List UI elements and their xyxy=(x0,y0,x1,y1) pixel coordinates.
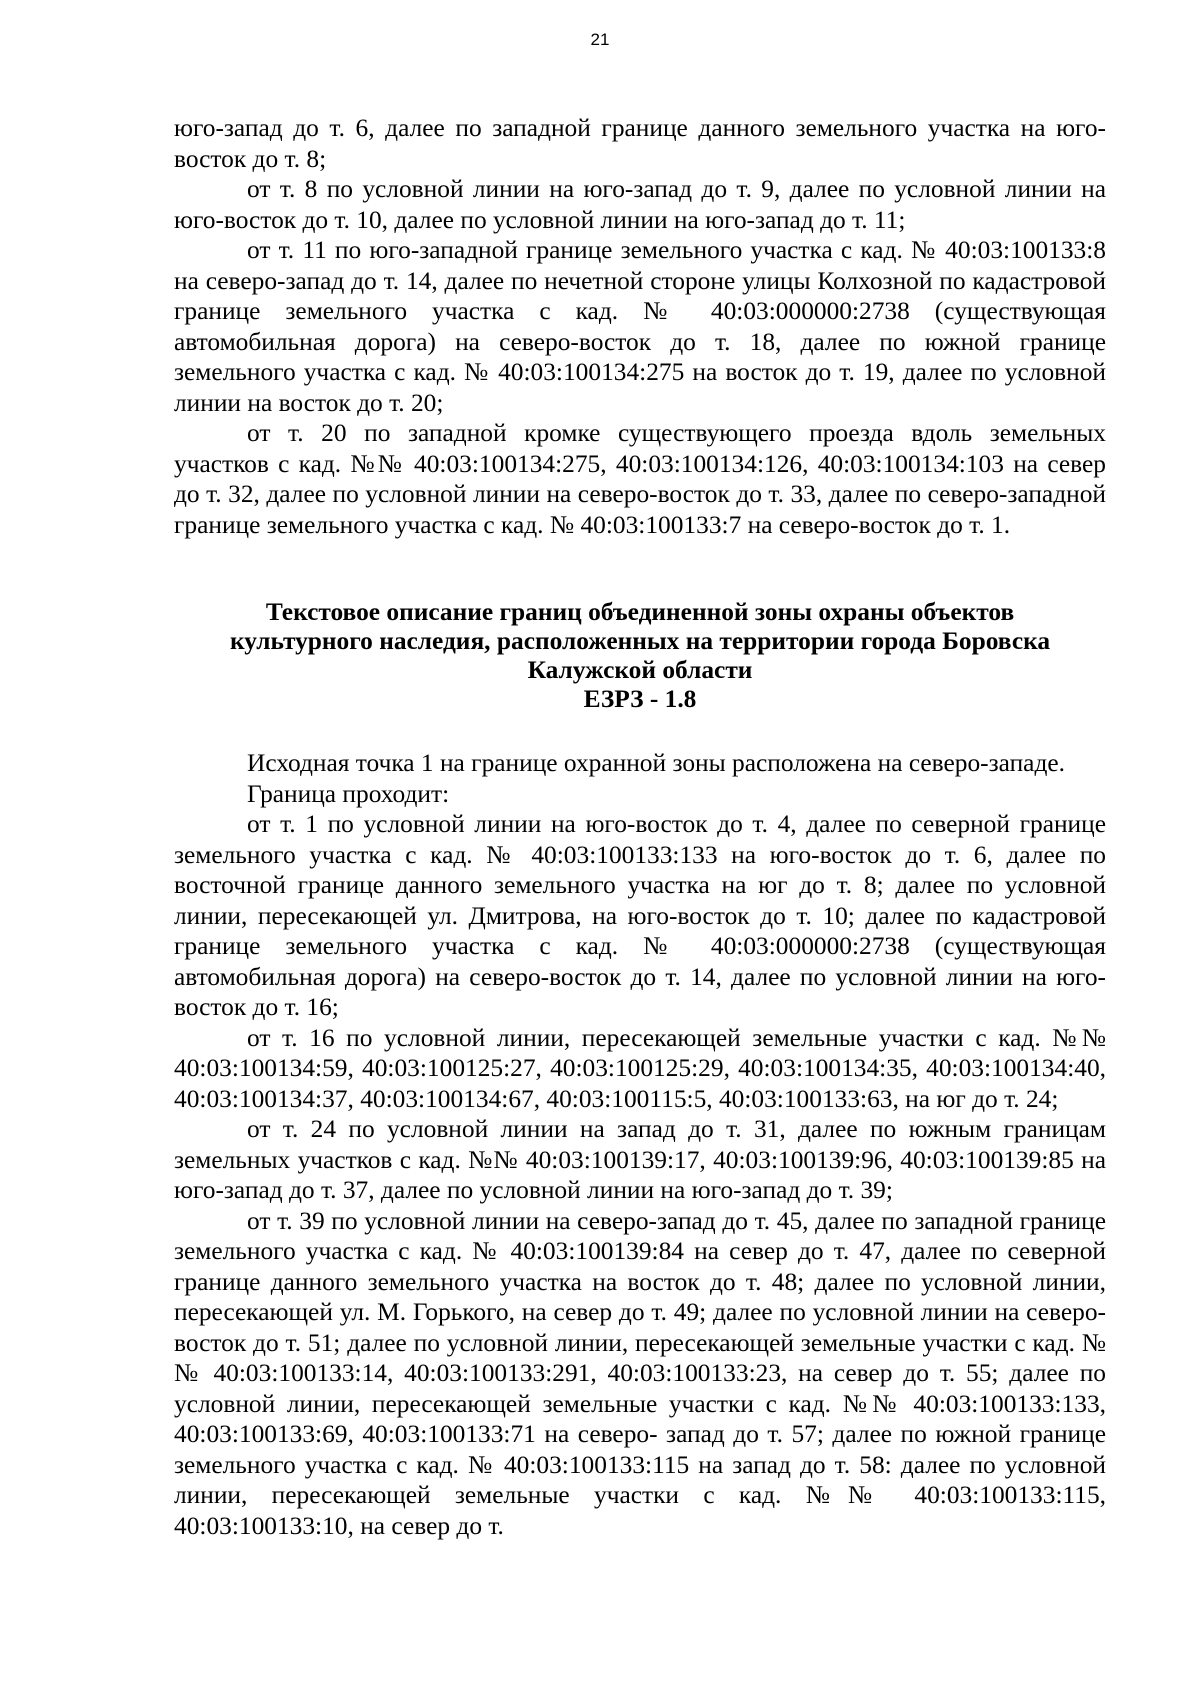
paragraph-point-16: от т. 16 по условной линии, пересекающей земельные участки с кад. №№ 40:03:100134:59, 40:03:100125:27, 40:03:100125:29, 40:03:100134:35, 40:03:100134:40, 40:03:100134:37, 40:03:100134:67, 40:03:100115:5, 40:03:100133:63, на юг до т. 24; xyxy=(174,1023,1106,1113)
paragraph-point-39: от т. 39 по условной линии на северо-запад до т. 45, далее по западной границе земельного участка с кад. № 40:03:100139:84 на север до т. 47, далее по северной границе данного земельного участка на восток до т. 48; далее по условной линии, пересекающей ул. М. Горького, на север до т. 49; далее по условной линии на северо-восток до т. 51; далее по условной линии, пересекающей земельные участки с кад. №№ 40:03:100133:14, 40:03:100133:291, 40:03:100133:23, на север до т. 55; далее по условной линии, пересекающей земельные участки с кад. №№ 40:03:100133:133, 40:03:100133:69, 40:03:100133:71 на северо- запад до т. 57; далее по южной границе земельного участка с кад. № 40:03:100133:115 на запад до т. 58: далее по условной линии, пересекающей земельные участки с кад. №№ 40:03:100133:115, 40:03:100133:10, на север до т. xyxy=(174,1206,1106,1540)
heading-zone-code: ЕЗРЗ - 1.8 xyxy=(583,685,697,713)
top-text-block xyxy=(174,113,1106,540)
paragraph-point-11: от т. 11 по юго-западной границе земельного участка с кад. № 40:03:100133:8 на северо-запад до т. 14, далее по нечетной стороне улицы Колхозной по кадастровой границе земельного участка с кад. № 40:03:000000:2738 (существующая автомобильная дорога) на северо-восток до т. 18, далее по южной границе земельного участка с кад. № 40:03:100134:275 на восток до т. 19, далее по условной линии на восток до т. 20; xyxy=(174,236,1106,417)
heading-line-1: Текстовое описание границ объединенной зоны охраны объектов xyxy=(265,598,1015,626)
paragraph-point-20: от т. 20 по западной кромке существующего проезда вдоль земельных участков с кад. №№ 40:03:100134:275, 40:03:100134:126, 40:03:100134:103 на север до т. 32, далее по условной линии на северо-восток до т. 33, далее по северо-западной границе земельного участка с кад. № 40:03:100133:7 на северо-восток до т. 1. xyxy=(174,419,1106,539)
paragraph-point-1: от т. 1 по условной линии на юго-восток до т. 4, далее по северной границе земельного участка с кад. № 40:03:100133:133 на юго-восток до т. 6, далее по восточной границе данного земельного участка на юг до т. 8; далее по условной линии, пересекающей ул. Дмитрова, на юго-восток до т. 10; далее по кадастровой границе земельного участка с кад. № 40:03:000000:2738 (существующая автомобильная дорога) на северо-восток до т. 14, далее по условной линии на юго-восток до т. 16; xyxy=(174,810,1106,1021)
paragraph-continuation: юго-запад до т. 6, далее по западной границе данного земельного участка на юго-восток до т. 8; xyxy=(174,114,1106,173)
paragraph-point-8: от т. 8 по условной линии на юго-запад до т. 9, далее по условной линии на юго-восток до т. 10, далее по условной линии на юго-запад до т. 11; xyxy=(174,175,1106,234)
paragraph-point-24: от т. 24 по условной линии на запад до т. 31, далее по южным границам земельных участков с кад. №№ 40:03:100139:17, 40:03:100139:96, 40:03:100139:85 на юго-запад до т. 37, далее по условной линии на юго-запад до т. 39; xyxy=(174,1115,1106,1204)
bottom-text-block xyxy=(174,748,1106,1541)
intro-start-point: Исходная точка 1 на границе охранной зоны расположена на северо-западе. xyxy=(247,749,1065,777)
intro-boundary: Граница проходит: xyxy=(247,779,450,808)
page-number: 21 xyxy=(590,30,610,49)
heading-line-2: культурного наследия, расположенных на территории города Боровска xyxy=(229,627,1051,655)
heading-line-3: Калужской области xyxy=(527,656,753,684)
section-heading xyxy=(174,598,1106,714)
